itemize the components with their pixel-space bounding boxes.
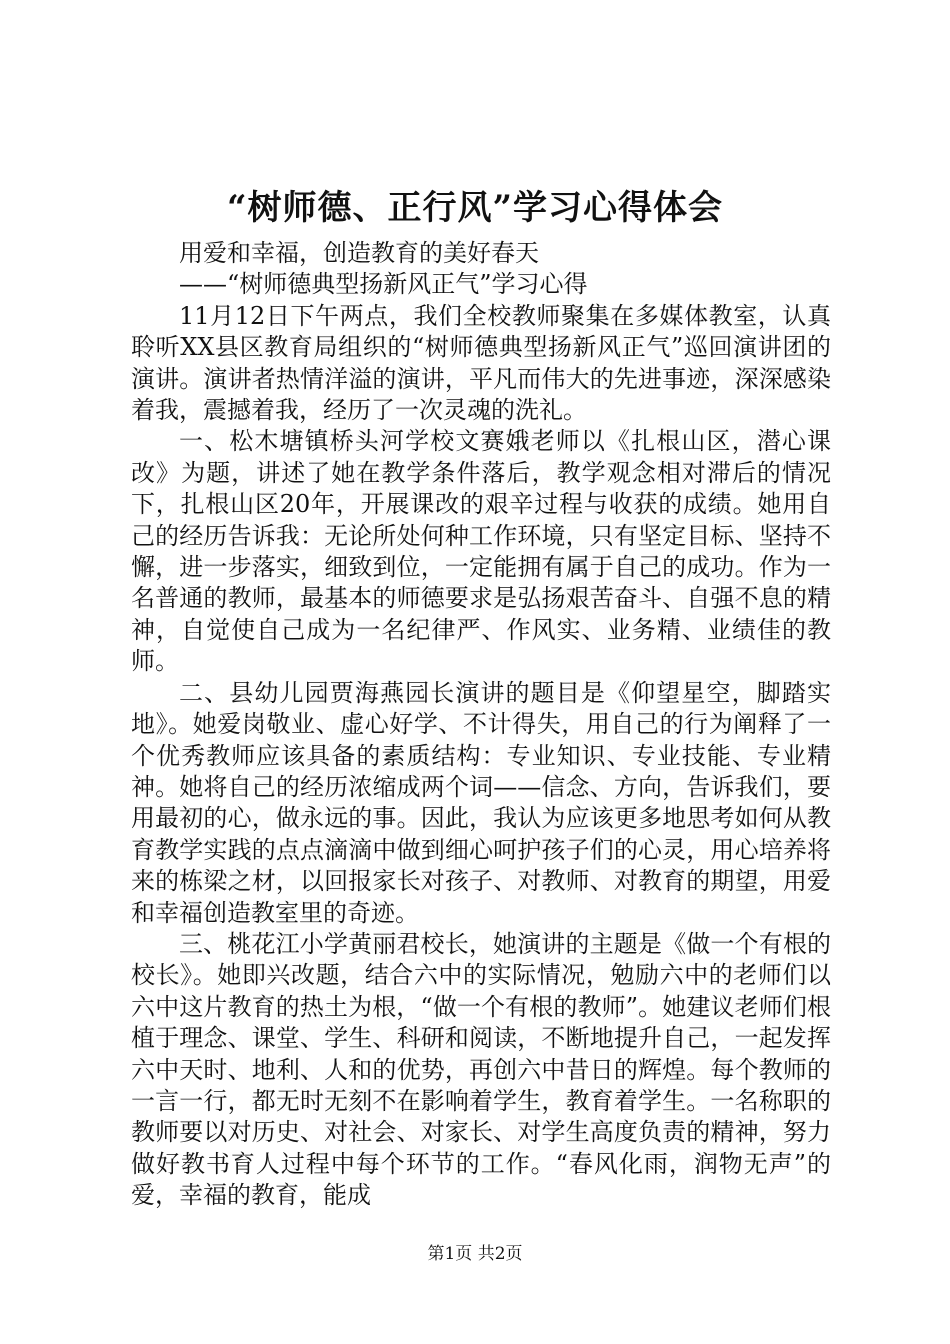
paragraph-intro: 11月12日下午两点，我们全校教师聚集在多媒体教室，认真聆听XX县区教育局组织的“树师德典型扬新风正气”巡回演讲团的演讲。演讲者热情洋溢的演讲，平凡而伟大的先进事迹，深深感染着我，震撼着我，经历了一次灵魂的洗礼。: [131, 301, 831, 425]
document-body: [131, 238, 831, 1212]
paragraph-section-2: 二、县幼儿园贾海燕园长演讲的题目是《仰望星空，脚踏实地》。她爱岗敬业、虚心好学、不计得失，用自己的行为阐释了一个优秀教师应该具备的素质结构：专业知识、专业技能、专业精神。她将自己的经历浓缩成两个词——信念、方向，告诉我们，要用最初的心，做永远的事。因此，我认为应该更多地思考如何从教育教学实践的点点滴滴中做到细心呵护孩子们的心灵，用心培养将来的栋梁之材，以回报家长对孩子、对教师、对教育的期望，用爱和幸福创造教室里的奇迹。: [131, 678, 831, 927]
paragraph-section-3: 三、桃花江小学黄丽君校长，她演讲的主题是《做一个有根的校长》。她即兴改题，结合六中的实际情况，勉励六中的老师们以六中这片教育的热土为根，“做一个有根的教师”。她建议老师们根植于理念、课堂、学生、科研和阅读，不断地提升自己，一起发挥六中天时、地利、人和的优势，再创六中昔日的辉煌。每个教师的一言一行，都无时无刻不在影响着学生，教育着学生。一名称职的教师要以对历史、对社会、对家长、对学生高度负责的精神，努力做好教书育人过程中每个环节的工作。“春风化雨，润物无声”的爱，幸福的教育，能成: [131, 929, 831, 1210]
subtitle-line-2: ——“树师德典型扬新风正气”学习心得: [179, 270, 588, 299]
subtitle-line-1: 用爱和幸福，创造教育的美好春天: [179, 239, 539, 267]
page-number-footer: 第1页 共2页: [427, 1244, 523, 1264]
document-title: “树师德、正行风”学习心得体会: [226, 188, 724, 228]
paragraph-section-1: 一、松木塘镇桥头河学校文赛娥老师以《扎根山区，潜心课改》为题，讲述了她在教学条件落后，教学观念相对滞后的情况下，扎根山区20年，开展课改的艰辛过程与收获的成绩。她用自己的经历告诉我：无论所处何种工作环境，只有坚定目标、坚持不懈，进一步落实，细致到位，一定能拥有属于自己的成功。作为一名普通的教师，最基本的师德要求是弘扬艰苦奋斗、自强不息的精神，自觉使自己成为一名纪律严、作风实、业务精、业绩佳的教师。: [131, 427, 831, 676]
